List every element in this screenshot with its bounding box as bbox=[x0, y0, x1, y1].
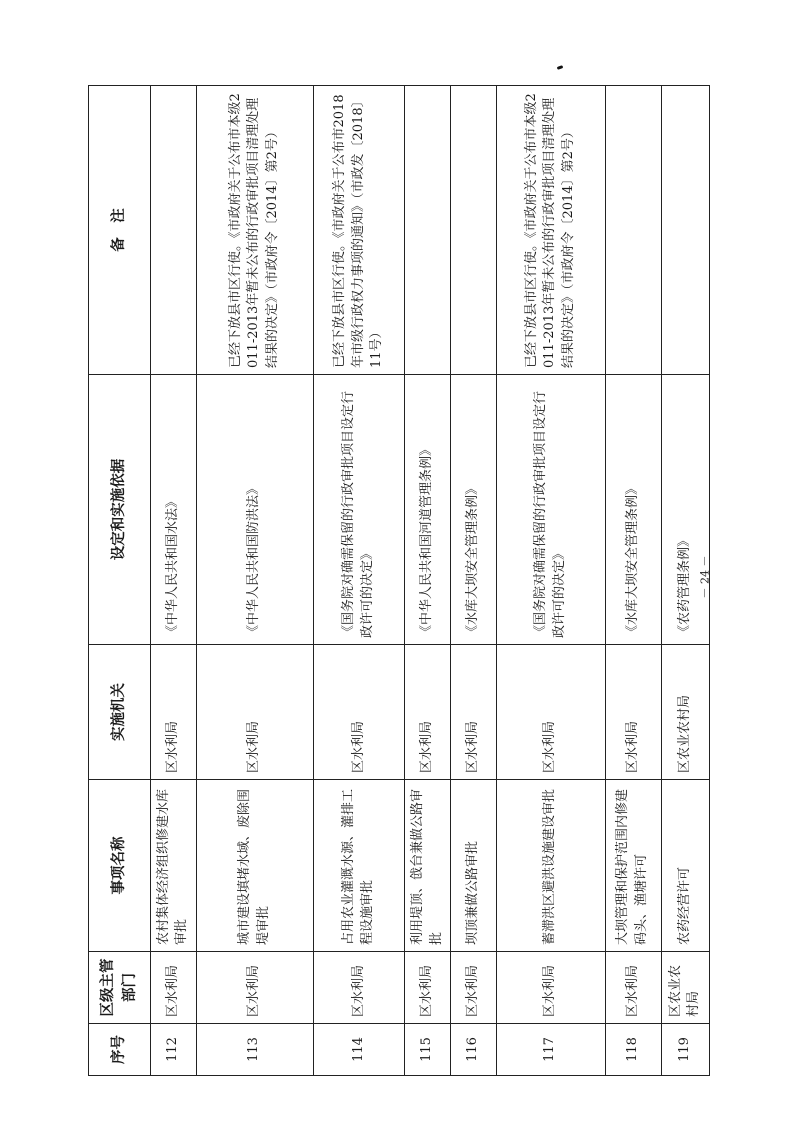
cell-dept: 区水利局 bbox=[313, 952, 405, 1024]
cell-seq: 113 bbox=[196, 1024, 313, 1076]
cell-dept: 区水利局 bbox=[151, 952, 197, 1024]
cell-basis: 《中华人民共和国水法》 bbox=[151, 375, 197, 645]
cell-name: 蓄滞洪区避洪设施建设审批 bbox=[497, 780, 605, 952]
cell-basis: 《水库大坝安全管理条例》 bbox=[451, 375, 497, 645]
header-agency: 实施机关 bbox=[89, 645, 151, 780]
cell-name: 利用堤顶、戗台兼做公路审批 bbox=[405, 780, 451, 952]
cell-dept: 区水利局 bbox=[451, 952, 497, 1024]
approval-items-table bbox=[88, 85, 710, 1076]
cell-name: 城市建设填堵水域、废除围堤审批 bbox=[196, 780, 313, 952]
cell-name: 坝顶兼做公路审批 bbox=[451, 780, 497, 952]
cell-seq: 116 bbox=[451, 1024, 497, 1076]
header-seq: 序号 bbox=[89, 1024, 151, 1076]
header-basis: 设定和实施依据 bbox=[89, 375, 151, 645]
header-name: 事项名称 bbox=[89, 780, 151, 952]
cell-seq: 117 bbox=[497, 1024, 605, 1076]
cell-seq: 112 bbox=[151, 1024, 197, 1076]
cell-dept: 区农业农村局 bbox=[661, 952, 709, 1024]
cell-basis: 《农药管理条例》 bbox=[661, 375, 709, 645]
header-remarks: 备 注 bbox=[89, 86, 151, 375]
cell-agency: 区水利局 bbox=[196, 645, 313, 780]
cell-agency: 区农业农村局 bbox=[661, 645, 709, 780]
cell-remarks bbox=[151, 86, 197, 375]
table-row bbox=[497, 86, 605, 1076]
table-row bbox=[405, 86, 451, 1076]
cell-remarks: 已经下放县市区行使。《市政府关于公布市本级2011-2013年暂未公布的行政审批项目清理处理结果的决定》（市政府令〔2014〕第2号） bbox=[196, 86, 313, 375]
page-number: － 24 － bbox=[698, 555, 712, 599]
cell-dept: 区水利局 bbox=[196, 952, 313, 1024]
cell-name: 占用农业灌溉水源、灌排工程设施审批 bbox=[313, 780, 405, 952]
cell-agency: 区水利局 bbox=[451, 645, 497, 780]
cell-remarks bbox=[405, 86, 451, 375]
cell-seq: 118 bbox=[605, 1024, 661, 1076]
cell-remarks: 已经下放县市区行使。《市政府关于公布市2018年市级行政权力事项的通知》（市政发〔2018〕11号） bbox=[313, 86, 405, 375]
cell-agency: 区水利局 bbox=[497, 645, 605, 780]
table-row bbox=[196, 86, 313, 1076]
header-dept: 区级主管部门 bbox=[89, 952, 151, 1024]
cell-agency: 区水利局 bbox=[605, 645, 661, 780]
cell-remarks bbox=[661, 86, 709, 375]
cell-name: 大坝管理和保护范围内修建码头、渔塘许可 bbox=[605, 780, 661, 952]
cell-agency: 区水利局 bbox=[405, 645, 451, 780]
rotated-table-wrapper bbox=[88, 86, 710, 1076]
cell-remarks: 已经下放县市区行使。《市政府关于公布市本级2011-2013年暂未公布的行政审批项目清理处理结果的决定》（市政府令〔2014〕第2号） bbox=[497, 86, 605, 375]
table-row bbox=[605, 86, 661, 1076]
header-row bbox=[89, 86, 151, 1076]
cell-remarks bbox=[451, 86, 497, 375]
cell-seq: 114 bbox=[313, 1024, 405, 1076]
cell-basis: 《中华人民共和国河道管理条例》 bbox=[405, 375, 451, 645]
cell-seq: 119 bbox=[661, 1024, 709, 1076]
cell-agency: 区水利局 bbox=[313, 645, 405, 780]
cell-agency: 区水利局 bbox=[151, 645, 197, 780]
cell-basis: 《中华人民共和国防洪法》 bbox=[196, 375, 313, 645]
cell-remarks bbox=[605, 86, 661, 375]
cell-basis: 《国务院对确需保留的行政审批项目设定行政许可的决定》 bbox=[313, 375, 405, 645]
cell-basis: 《水库大坝安全管理条例》 bbox=[605, 375, 661, 645]
cell-dept: 区水利局 bbox=[405, 952, 451, 1024]
cell-dept: 区水利局 bbox=[605, 952, 661, 1024]
cell-seq: 115 bbox=[405, 1024, 451, 1076]
cell-name: 农村集体经济组织修建水库审批 bbox=[151, 780, 197, 952]
cell-basis: 《国务院对确需保留的行政审批项目设定行政许可的决定》 bbox=[497, 375, 605, 645]
ink-mark bbox=[557, 65, 564, 70]
table-row bbox=[313, 86, 405, 1076]
table-row bbox=[151, 86, 197, 1076]
cell-dept: 区水利局 bbox=[497, 952, 605, 1024]
cell-name: 农药经营许可 bbox=[661, 780, 709, 952]
table-row bbox=[451, 86, 497, 1076]
